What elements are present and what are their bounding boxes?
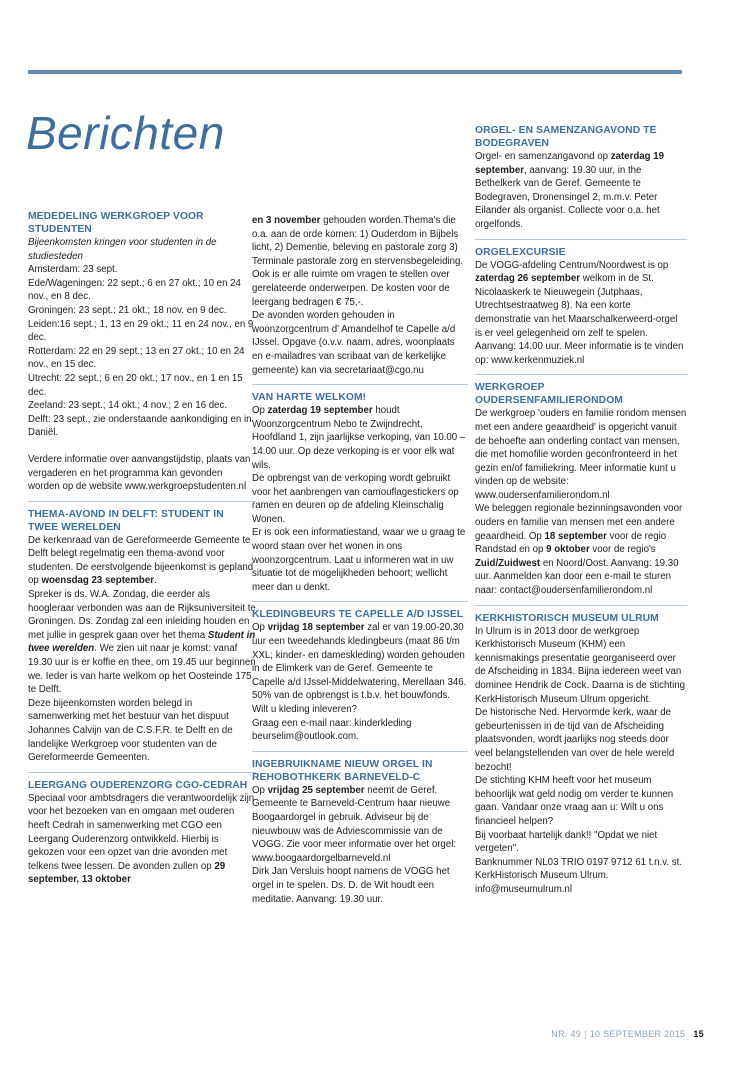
article-paragraph: Er is ook een informatiestand, waar we u graag te woord staan over het wonen in ons woonzorgcentrum. Laat u informeren wat in uw situatie tot de mogelijkheden behoort; wellicht meer dan u denkt. xyxy=(252,527,466,593)
article-paragraph: De VOGG-afdeling Centrum/Noordwest is op zaterdag 26 september welkom in de St. Nicolaaskerk te Nieuwegein (Jutphaas, Utrechtsestraatweg 8). Na een korte demonstratie van het Maarschalkerweerd-orgel is er veel gelegenheid om zelf te spelen. Aanvang: 14.00 uur. Meer informatie is te vinden op: www.kerkenmuziek.nl xyxy=(475,259,684,366)
article-paragraph: De werkgroep 'ouders en familie rondom mensen met een andere geaardheid' is opgericht vanuit de behoefte aan onderling contact van mensen, die met homofilie worden geconfronteerd in het gezin en/of familiekring. Meer informatie kunt u vinden op de website: xyxy=(475,408,687,488)
schedule-line: Zeeland: 23 sept.; 14 okt.; 4 nov.; 2 en 16 dec. xyxy=(28,400,228,412)
article-heading: KLEDINGBEURS TE CAPELLE A/D IJSSEL xyxy=(252,609,464,621)
article-paragraph: Graag een e-mail naar: kinderkleding beurselim@outlook.com. xyxy=(252,717,412,743)
schedule-line: Leiden:16 sept.; 1, 13 en 29 okt.; 11 en 24 nov., en 9 dec. xyxy=(28,318,254,344)
footer-issue: NR. 49 xyxy=(551,1029,582,1039)
article-heading: LEERGANG OUDERENZORG CGO-CEDRAH xyxy=(28,779,248,791)
article-nieuw-orgel xyxy=(252,751,468,906)
article-paragraph: Bij voorbaat hartelijk dank!! "Opdat we niet vergeten". xyxy=(475,829,658,855)
column-3 xyxy=(475,124,687,904)
article-werkgroep-studenten xyxy=(28,210,256,494)
article-heading: KERKHISTORISCH MUSEUM ULRUM xyxy=(475,612,659,624)
article-paragraph: We beleggen regionale bezinningsavonden voor ouders en familie van mensen met een andere geaardheid. Op 18 september voor de regio Randstad en op 9 oktober voor de regio's Zuid/Zuidwest en Noord/Oost. Aanvang: 19.30 uur. Aanmelden kan door een e-mail te sturen naar: contact@oudersenfamilierondom.nl xyxy=(475,503,683,597)
article-paragraph: Deze bijeenkomsten worden belegd in samenwerking met het bestuur van het dispuut Johannes Calvijn van de C.S.F.R. te Delft en de landelijke Werkgroep voor studenten van de Gereformeerde Gemeenten. xyxy=(28,697,233,764)
article-orgel-samenzang xyxy=(475,124,687,232)
article-paragraph: Dirk Jan Versluis hoopt namens de VOGG het orgel in te spelen. Ds. D. de Wit houdt een meditatie. Aanvang: 19.30 uur. xyxy=(252,866,450,905)
top-rule xyxy=(28,70,682,74)
article-paragraph: De stichting KHM heeft voor het museum behoorlijk wat geld nodig om verder te kunnen gaan. Vandaar onze vraag aan u: Wilt u ons financieel helpen? xyxy=(475,775,674,827)
article-leergang-ouderenzorg xyxy=(28,772,256,887)
article-paragraph: en 3 november gehouden worden.Thema's die o.a. aan de orde komen: 1) Ouderdom in Bijbels licht, 2) Dementie, beleving en pastorale zorg 3) Terminale pastorale zorg en stervensbegeleiding. Ook is er alle ruimte om vragen te stellen over gerelateerde onderwerpen. De kosten voor de leergang bedragen € 75,-. xyxy=(252,215,464,308)
article-thema-avond-delft xyxy=(28,501,256,765)
article-paragraph: Orgel- en samenzangavond op zaterdag 19 september, aanvang: 19.30 uur, in the Bethelkerk van de Geref. Gemeente te Bodegraven, Dronensingel 2, m.m.v. Peter Eilander als organist. Collecte voor o.a. het orgelfonds. xyxy=(475,151,665,230)
article-paragraph: De avonden worden gehouden in woonzorgcentrum d' Amandelhof te Capelle a/d IJssel. Opgave (o.v.v. naam, adres, woonplaats en e-mailadres van scribaat van de kerkelijke gemeente) kan via secretariaat@cgo.nu xyxy=(252,310,456,376)
article-paragraph: Verdere informatie over aanvangstijdstip, plaats van vergaderen en het programma kan gevonden worden op de website www.werkgroepstudenten.nl xyxy=(28,453,251,493)
article-leergang-continued xyxy=(252,214,468,377)
article-heading: INGEBRUIKNAME NIEUW ORGEL IN REHOBOTHKERK BARNEVELD-C xyxy=(252,758,433,783)
article-heading: WERKGROEP OUDERSENFAMILIERONDOM xyxy=(475,382,623,407)
schedule-line: Delft: 23 sept., zie onderstaande aankondiging en in Daniël. xyxy=(28,413,252,439)
article-paragraph: De opbrengst van de verkoping wordt gebruikt voor het aanbrengen van camouflagestickers op ramen en deuren op de afdeling Kleinschalig Wonen. xyxy=(252,473,459,525)
article-paragraph: Speciaal voor ambtsdragers die verantwoordelijk zijn voor het bezoeken van en omgaan met ouderen heeft Cedrah in samenwerking met CGO een Leergang Ouderenzorg ontwikkeld. Hierbij is gekozen voor een opzet van drie avonden met telkens twee lessen. De avonden zullen op 29 september, 13 oktober xyxy=(28,792,255,886)
page-title: Berichten xyxy=(26,107,225,159)
article-heading: MEDEDELING WERKGROEP VOOR STUDENTEN xyxy=(28,211,204,235)
schedule-line: Ede/Wageningen: 22 sept.; 6 en 27 okt.; 10 en 24 nov., en 8 dec. xyxy=(28,277,241,303)
page-number: 15 xyxy=(693,1029,704,1039)
article-paragraph: De historische Ned. Hervormde kerk, waar de gebeurtenissen in de tijd van de Afscheiding plaatsvonden, wordt jaarlijks nog steeds door veel belangstellenden van over de hele wereld bezocht! xyxy=(475,707,675,773)
schedule-line: Rotterdam: 22 en 29 sept.; 13 en 27 okt.; 10 en 24 nov., en 15 dec. xyxy=(28,345,245,371)
schedule-line: Amsterdam: 23 sept. xyxy=(28,264,118,276)
schedule-line: Utrecht: 22 sept.; 6 en 20 okt.; 17 nov., en 1 en 15 dec. xyxy=(28,372,243,398)
article-oudersenfamilierondom xyxy=(475,374,687,597)
article-paragraph: De kerkenraad van de Gereformeerde Gemeente te Delft belegt regelmatig een thema-avond voor studenten. De eerstvolgende bijeenkomst is gepland op woensdag 23 september. xyxy=(28,534,254,587)
article-heading: ORGELEXCURSIE xyxy=(475,246,566,258)
article-paragraph: Banknummer NL03 TRIO 0197 9712 61 t.n.v. st. KerkHistorisch Museum Ulrum. xyxy=(475,856,682,882)
article-heading: THEMA-AVOND IN DELFT: STUDENT IN TWEE WERELDEN xyxy=(28,508,224,533)
article-museum-ulrum xyxy=(475,605,687,897)
article-paragraph: In Ulrum is in 2013 door de werkgroep Kerkhistorisch Museum (KHM) een kennismakings presentatie georganiseerd over de Afscheiding in 1834. Bijna iedereen weet van dominee Hendrik de Cock. Daarna is de stichting KerkHistorisch Museum Ulrum opgericht. xyxy=(475,625,686,705)
footer-separator: | xyxy=(584,1029,587,1039)
column-2 xyxy=(252,214,468,913)
article-paragraph: Spreker is ds. W.A. Zondag, die eerder als hoogleraar verbonden was aan de Rijksuniversiteit te Groningen. Ds. Zondag zal een inleiding houden en met jullie in gesprek gaan over het thema Student in twee werelden. We zien uit naar je komst: vanaf 19.30 uur is er koffie en thee, om 19.45 uur beginnen we. Ieder is van harte welkom op het Oosteinde 175 te Delft. xyxy=(28,589,256,696)
article-paragraph: Op vrijdag 18 september zal er van 19.00-20.30 uur een tweedehands kledingbeurs (maat 86 t/m XXL; kinder- en dameskleding) worden gehouden in de Elimkerk van de Geref. Gemeente te Capelle a/d IJssel-Middelwatering, Merellaan 346. 50% van de opbrengst is t.b.v. het bouwfonds. Wilt u kleding inleveren? xyxy=(252,622,467,715)
article-van-harte-welkom xyxy=(252,384,468,594)
email-link[interactable]: info@museumulrum.nl xyxy=(475,883,573,895)
footer-date: 10 SEPTEMBER 2015 xyxy=(589,1029,686,1039)
article-orgelexcursie xyxy=(475,239,687,368)
article-kledingbeurs xyxy=(252,601,468,743)
schedule-line: Groningen: 23 sept.; 21 okt.; 18 nov. en 9 dec. xyxy=(28,304,227,316)
article-paragraph: Op vrijdag 25 september neemt de Geref. Gemeente te Barneveld-Centrum haar nieuwe Boogaardorgel in gebruik. Adviseur bij de nieuwbouw was de Adviescommissie van de VOGG. Zie voor meer informatie over het orgel: www.boogaardorgelbarneveld.nl xyxy=(252,784,457,864)
article-paragraph: Op zaterdag 19 september houdt Woonzorgcentrum Nebo te Zwijndrecht, Hoofdland 1, zijn jaarlijkse verkoping, van 10.00 – 14.00 uur. Op deze verkoping is er voor elk wat wils. xyxy=(252,405,466,471)
article-intro: Bijeenkomsten kringen voor studenten in de studiesteden xyxy=(28,237,217,262)
column-1 xyxy=(28,210,256,894)
article-heading: ORGEL- EN SAMENZANGAVOND TE BODEGRAVEN xyxy=(475,125,657,149)
page-footer xyxy=(551,1029,704,1039)
website-link[interactable]: www.oudersenfamilierondom.nl xyxy=(475,489,610,501)
article-heading: VAN HARTE WELKOM! xyxy=(252,392,367,404)
